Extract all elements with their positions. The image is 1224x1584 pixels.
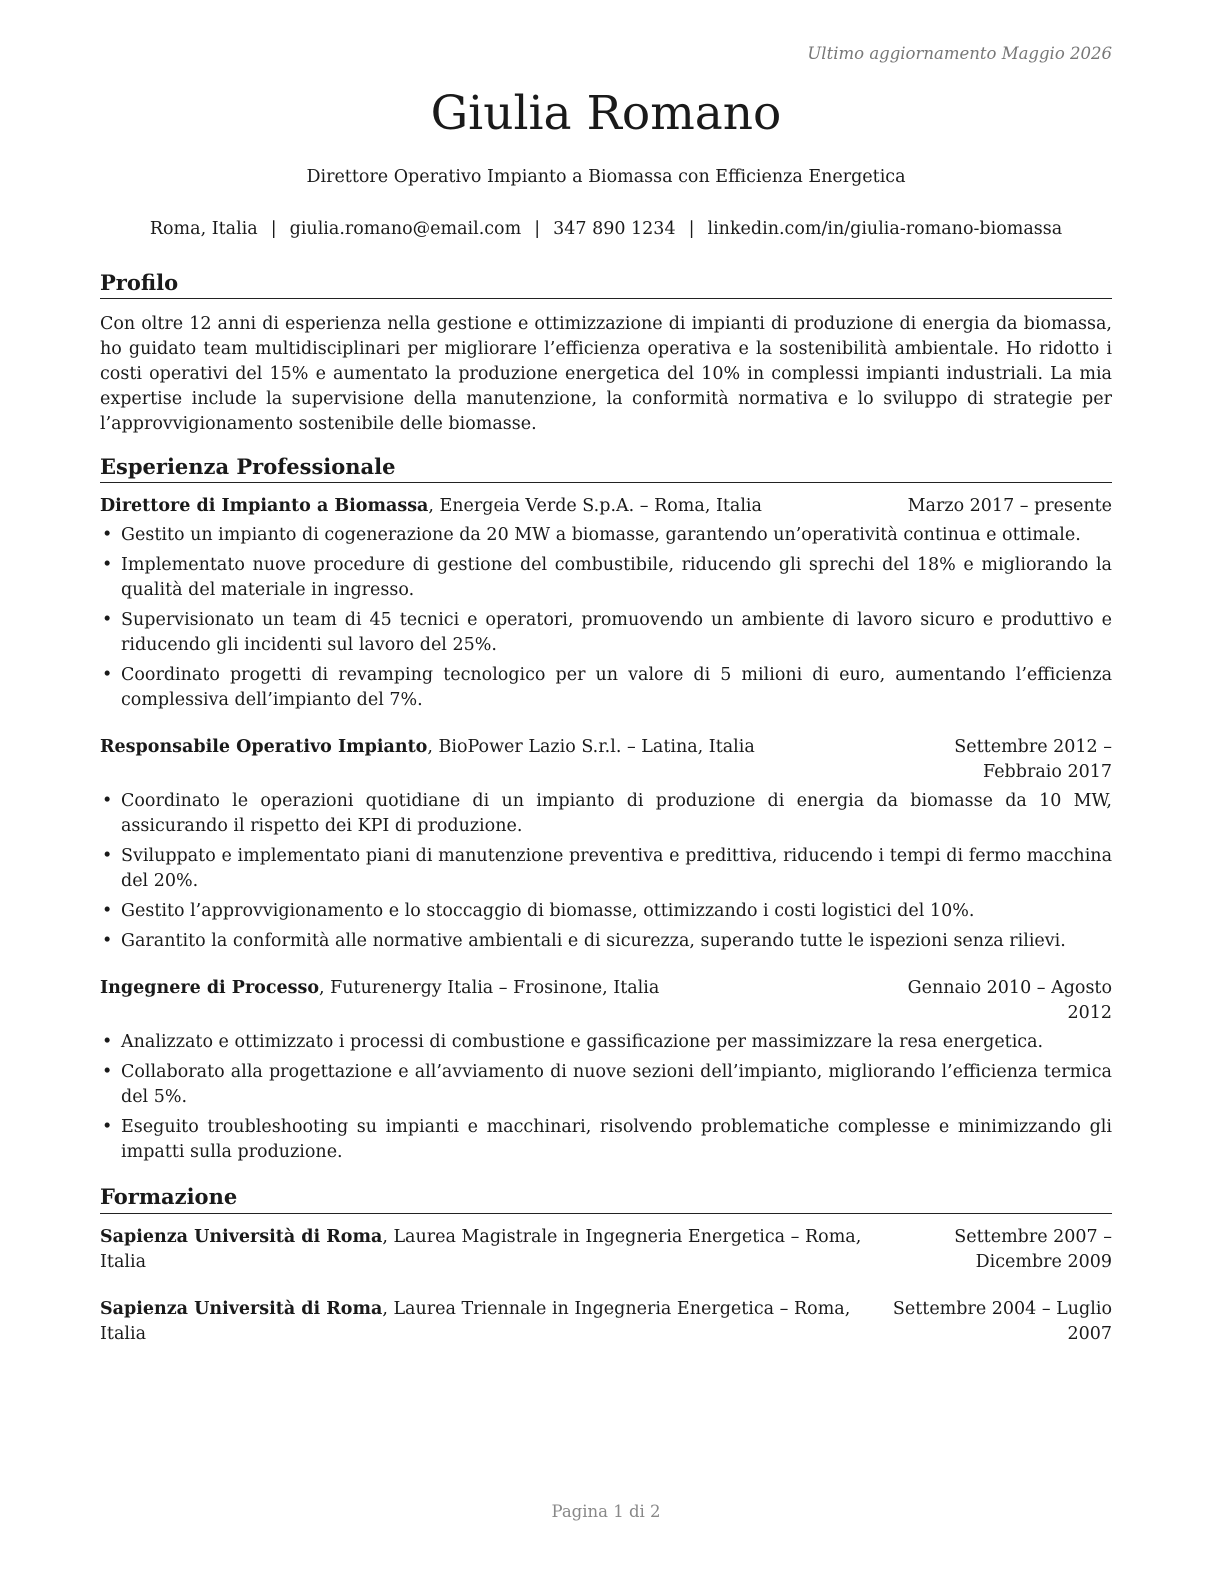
degree: , Laurea Triennale in Ingegneria Energetica – Roma, Italia [100,1298,851,1344]
contact-location: Roma, Italia [149,219,258,239]
section-title-profile: Profilo [100,270,1112,299]
job-role: Ingegnere di Processo [100,978,320,999]
job-dates: Gennaio 2010 – Agosto 2012 [907,978,1112,1024]
achievement-item: • Collaborato alla progettazione e all’avviamento di nuove sezioni dell’impianto, migliorando l’efficienza termica del 5%. [100,1060,1112,1110]
job-role: Direttore di Impianto a Biomassa [100,496,429,517]
entry-title [100,976,877,1001]
job-organization: , Energeia Verde S.p.A. – Roma, Italia [428,496,762,517]
achievement-list [100,789,1112,954]
experience-entry [100,494,1112,713]
achievement-item: • Eseguito troubleshooting su impianti e macchinari, risolvendo problematiche complesse e minimizzando gli impatti sulla produzione. [100,1115,1112,1165]
entry-title [100,1297,877,1347]
achievement-item: • Coordinato le operazioni quotidiane di un impianto di produzione di energia da biomasse da 10 MW, assicurando il rispetto dei KPI di produzione. [100,789,1112,839]
education-dates: Settembre 2004 – Luglio 2007 [892,1298,1112,1344]
achievement-item: • Gestito l’approvvigionamento e lo stoccaggio di biomasse, ottimizzando i costi logistici del 10%. [100,899,1112,924]
last-updated-note: Ultimo aggiornamento Maggio 2026 [807,44,1112,63]
entry-header [100,1297,1112,1347]
job-organization: , BioPower Lazio S.r.l. – Latina, Italia [427,737,755,758]
achievement-item: • Garantito la conformità alle normative ambientali e di sicurezza, superando tutte le ispezioni senza rilievi. [100,929,1112,954]
page-number: Pagina 1 di 2 [551,1502,661,1521]
job-organization: , Futurenergy Italia – Frosinone, Italia [319,978,660,999]
job-role: Responsabile Operativo Impianto [100,737,428,758]
contact-linkedin[interactable]: linkedin.com/in/giulia-romano-biomassa [707,219,1063,239]
contact-phone: 347 890 1234 [553,219,676,239]
contact-separator: | [270,219,277,239]
achievement-item: • Implementato nuove procedure di gestione del combustibile, riducendo gli sprechi del 18% e migliorando la qualità del materiale in ingresso. [100,553,1112,603]
achievement-item: • Analizzato e ottimizzato i processi di combustione e gassificazione per massimizzare la resa energetica. [100,1030,1112,1055]
achievement-list [100,523,1112,713]
contact-line [100,219,1112,239]
entry-header [100,976,1112,1026]
entry-title [100,1225,877,1275]
education-dates: Settembre 2007 – Dicembre 2009 [954,1226,1112,1272]
entry-header [100,1225,1112,1275]
entry-header [100,494,1112,519]
entry-title [100,735,877,760]
entry-header [100,735,1112,785]
headline: Direttore Operativo Impianto a Biomassa con Efficienza Energetica [306,167,906,187]
school-name: Sapienza Università di Roma [100,1226,383,1247]
experience-entry [100,735,1112,954]
section-title-experience: Esperienza Professionale [100,454,1112,483]
education-entry [100,1225,1112,1275]
degree: , Laurea Magistrale in Ingegneria Energetica – Roma, Italia [100,1226,862,1272]
school-name: Sapienza Università di Roma [100,1298,383,1319]
achievement-item: • Coordinato progetti di revamping tecnologico per un valore di 5 milioni di euro, aumentando l’efficienza complessiva dell’impianto del 7%. [100,663,1112,713]
education-list [100,1225,1112,1347]
profile-summary: Con oltre 12 anni di esperienza nella gestione e ottimizzazione di impianti di produzione di energia da biomassa, ho guidato team multidisciplinari per migliorare l’efficienza operativa e la sostenibilità ambientale. Ho ridotto i costi operativi del 15% e aumentato la produzione energetica del 10% in complessi impianti industriali. La mia expertise include la supervisione della manutenzione, la conformità normativa e lo sviluppo di strategie per l’approvvigionamento sostenibile delle biomasse. [100,314,1112,435]
achievement-list [100,1030,1112,1165]
education-entry [100,1297,1112,1347]
section-title-education: Formazione [100,1184,1112,1213]
achievement-item: • Sviluppato e implementato piani di manutenzione preventiva e predittiva, riducendo i tempi di fermo macchina del 20%. [100,844,1112,894]
contact-separator: | [534,219,541,239]
contact-email[interactable]: giulia.romano@email.com [289,219,522,239]
entry-title [100,494,877,519]
experience-entry [100,976,1112,1165]
resume-content [100,270,1112,1347]
job-dates: Marzo 2017 – presente [907,496,1112,517]
contact-separator: | [688,219,695,239]
resume-page [100,0,1112,1584]
experience-list [100,494,1112,1165]
achievement-item: • Gestito un impianto di cogenerazione da 20 MW a biomasse, garantendo un’operatività continua e ottimale. [100,523,1112,548]
candidate-name: Giulia Romano [430,86,782,141]
job-dates: Settembre 2012 – Febbraio 2017 [954,737,1112,783]
achievement-item: • Supervisionato un team di 45 tecnici e operatori, promuovendo un ambiente di lavoro sicuro e produttivo e riducendo gli incidenti sul lavoro del 25%. [100,608,1112,658]
